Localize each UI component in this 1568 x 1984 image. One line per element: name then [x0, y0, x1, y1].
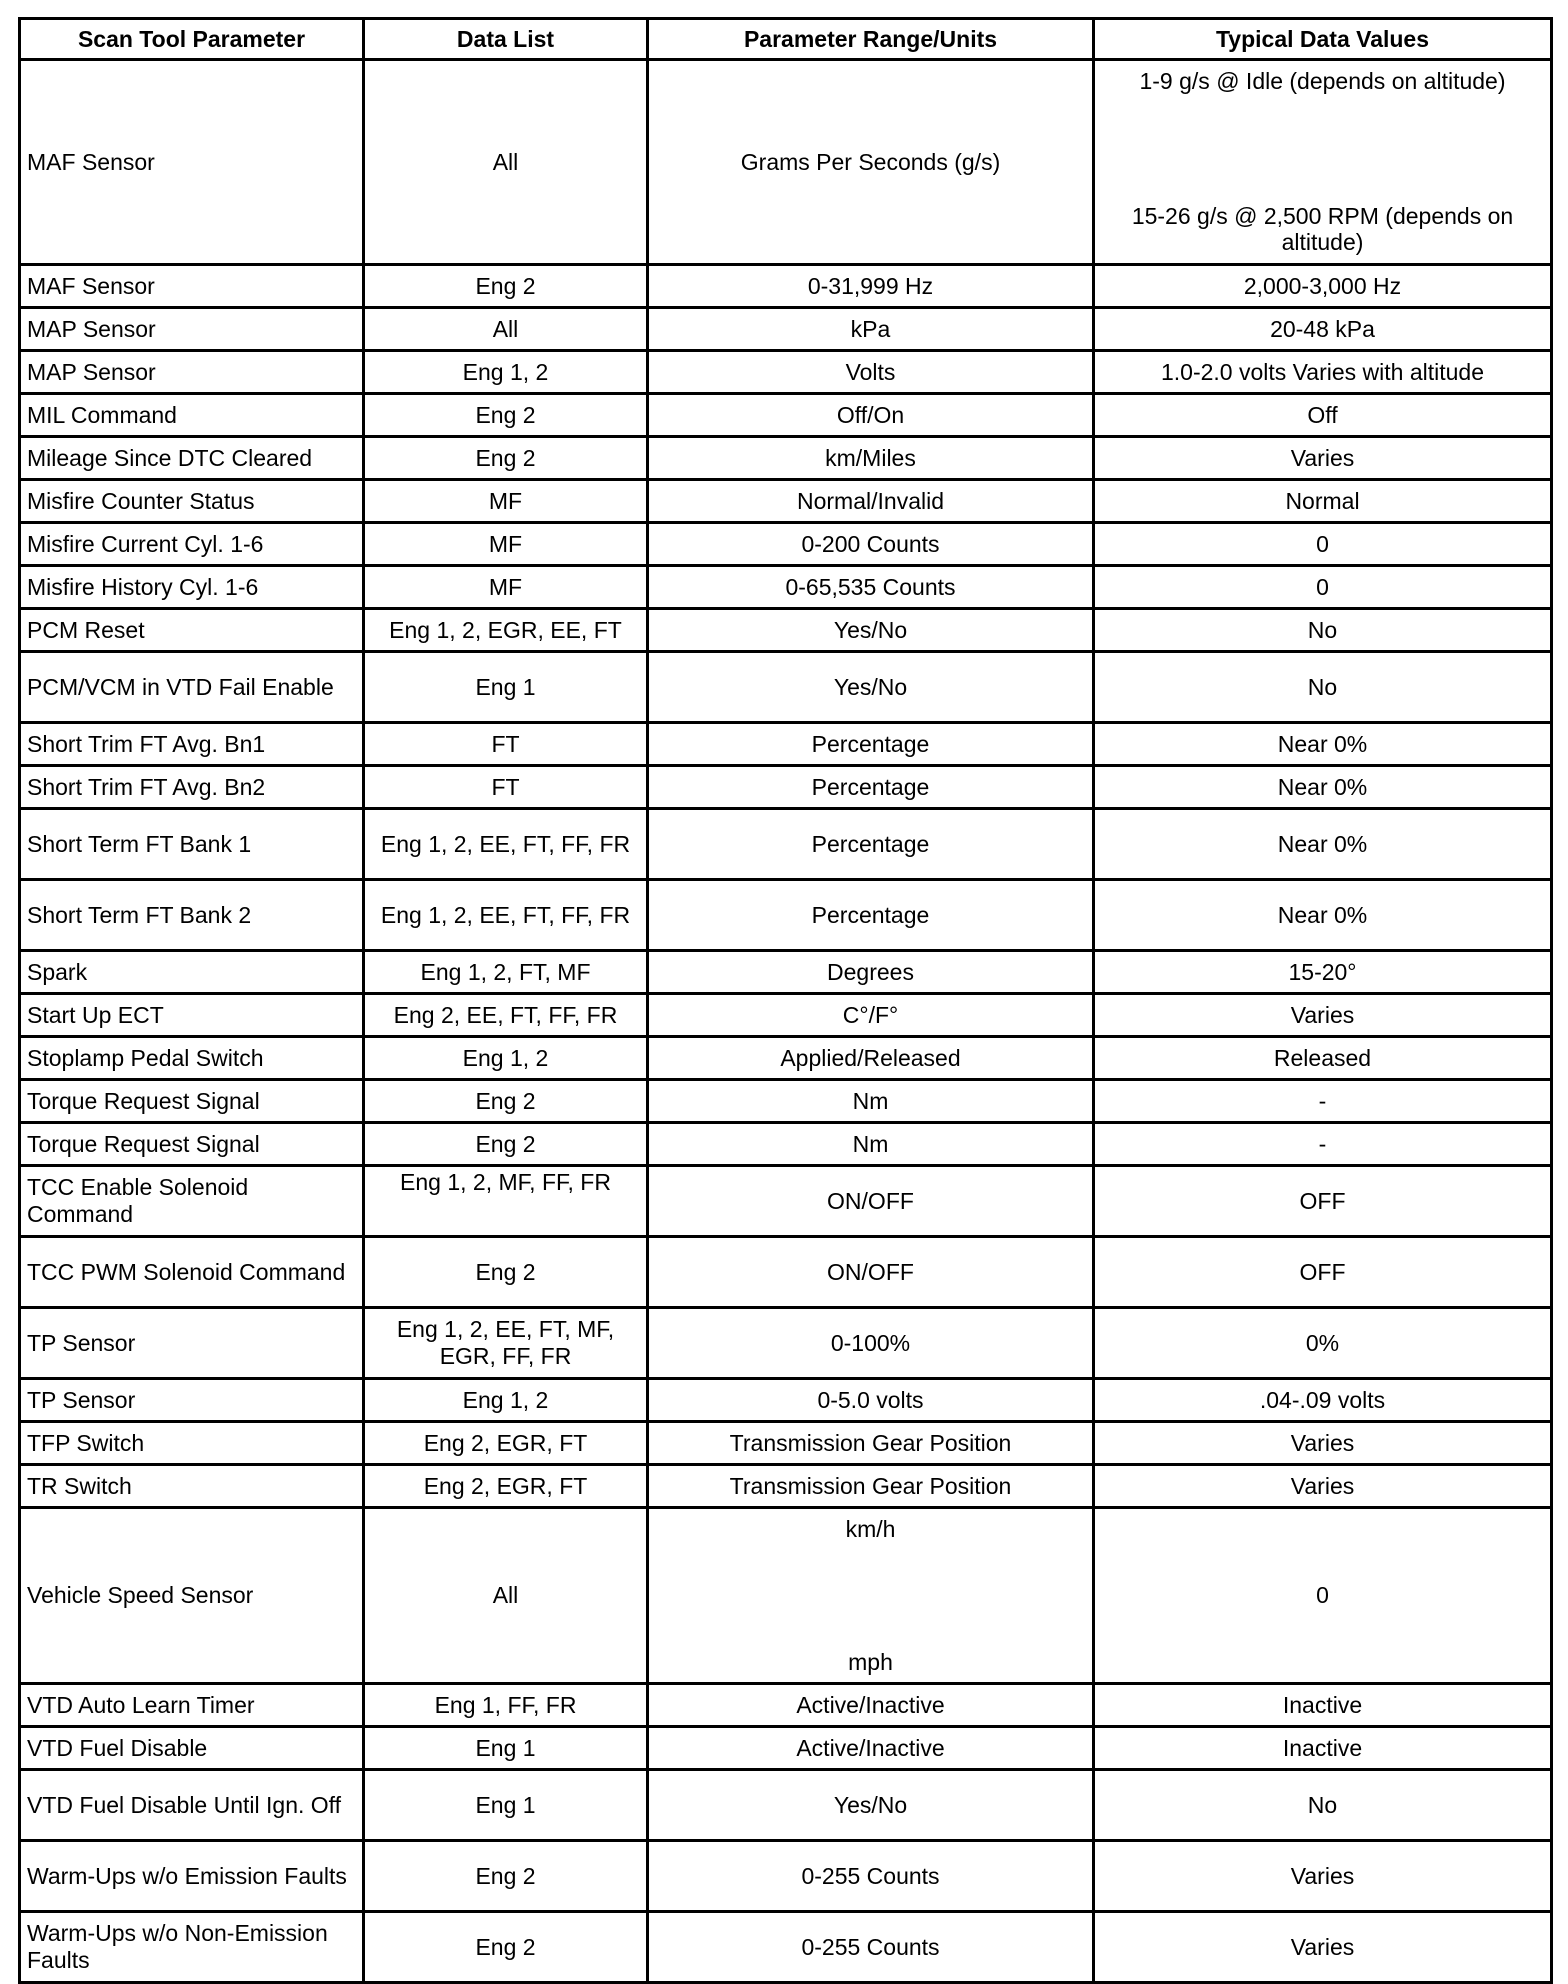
cell-typical: Near 0%	[1094, 880, 1552, 951]
cell-typical: Inactive	[1094, 1727, 1552, 1770]
cell-range: 0-255 Counts	[648, 1912, 1094, 1983]
cell-data-list: Eng 2	[364, 437, 648, 480]
table-header-row	[20, 19, 1552, 60]
cell-data-list: Eng 2	[364, 1841, 648, 1912]
cell-range: Applied/Released	[648, 1037, 1094, 1080]
cell-parameter: MAP Sensor	[20, 308, 364, 351]
cell-parameter: TR Switch	[20, 1465, 364, 1508]
cell-typical: No	[1094, 609, 1552, 652]
cell-typical: Near 0%	[1094, 723, 1552, 766]
cell-typical	[1094, 60, 1552, 265]
cell-range: kPa	[648, 308, 1094, 351]
cell-typical: Inactive	[1094, 1684, 1552, 1727]
cell-range: Nm	[648, 1123, 1094, 1166]
cell-data-list: All	[364, 1508, 648, 1684]
cell-parameter: Short Term FT Bank 1	[20, 809, 364, 880]
cell-range: 0-31,999 Hz	[648, 265, 1094, 308]
table-row	[20, 1123, 1552, 1166]
cell-data-list: Eng 1, 2	[364, 351, 648, 394]
cell-parameter: TP Sensor	[20, 1379, 364, 1422]
cell-data-list: All	[364, 60, 648, 265]
cell-range: 0-100%	[648, 1308, 1094, 1379]
cell-parameter: Mileage Since DTC Cleared	[20, 437, 364, 480]
cell-parameter: Torque Request Signal	[20, 1080, 364, 1123]
cell-typical: 1.0-2.0 volts Varies with altitude	[1094, 351, 1552, 394]
cell-data-list: Eng 1	[364, 652, 648, 723]
cell-typical: Near 0%	[1094, 809, 1552, 880]
cell-parameter: MAP Sensor	[20, 351, 364, 394]
cell-parameter: MAF Sensor	[20, 265, 364, 308]
cell-range: Active/Inactive	[648, 1684, 1094, 1727]
cell-typical: Released	[1094, 1037, 1552, 1080]
cell-data-list: Eng 1, 2, EE, FT, FF, FR	[364, 809, 648, 880]
header-parameter-range-units: Parameter Range/Units	[648, 19, 1094, 60]
cell-range: 0-255 Counts	[648, 1841, 1094, 1912]
cell-parameter: TCC Enable Solenoid Command	[20, 1166, 364, 1237]
cell-data-list: Eng 2	[364, 265, 648, 308]
table-row	[20, 1379, 1552, 1422]
cell-range: 0-65,535 Counts	[648, 566, 1094, 609]
cell-typical: OFF	[1094, 1166, 1552, 1237]
table-row	[20, 523, 1552, 566]
cell-typical: 15-20°	[1094, 951, 1552, 994]
table-row	[20, 880, 1552, 951]
cell-typical: Normal	[1094, 480, 1552, 523]
table-row	[20, 1308, 1552, 1379]
table-row	[20, 351, 1552, 394]
cell-data-list: All	[364, 308, 648, 351]
cell-parameter: Stoplamp Pedal Switch	[20, 1037, 364, 1080]
table-row	[20, 1465, 1552, 1508]
cell-typical: Varies	[1094, 437, 1552, 480]
table-row	[20, 1727, 1552, 1770]
table-row	[20, 1684, 1552, 1727]
document-page	[18, 17, 1550, 1984]
table-row	[20, 1237, 1552, 1308]
table-row	[20, 951, 1552, 994]
cell-range: Transmission Gear Position	[648, 1422, 1094, 1465]
cell-parameter: Short Trim FT Avg. Bn2	[20, 766, 364, 809]
cell-parameter: VTD Fuel Disable	[20, 1727, 364, 1770]
cell-typical: 0	[1094, 566, 1552, 609]
cell-data-list: Eng 1	[364, 1770, 648, 1841]
cell-parameter: Start Up ECT	[20, 994, 364, 1037]
cell-range: Volts	[648, 351, 1094, 394]
table-row	[20, 609, 1552, 652]
cell-data-list: MF	[364, 480, 648, 523]
cell-parameter: Warm-Ups w/o Non-Emission Faults	[20, 1912, 364, 1983]
cell-typical: -	[1094, 1080, 1552, 1123]
table-row	[20, 723, 1552, 766]
cell-typical: .04-.09 volts	[1094, 1379, 1552, 1422]
cell-data-list: Eng 1, 2, EE, FT, FF, FR	[364, 880, 648, 951]
cell-range: Active/Inactive	[648, 1727, 1094, 1770]
rows-tail-body	[20, 1684, 1552, 1983]
cell-parameter: MIL Command	[20, 394, 364, 437]
cell-range: Yes/No	[648, 1770, 1094, 1841]
cell-range: Yes/No	[648, 609, 1094, 652]
cell-range	[648, 1508, 1094, 1684]
cell-range: Percentage	[648, 809, 1094, 880]
cell-parameter: MAF Sensor	[20, 60, 364, 265]
cell-typical: Varies	[1094, 994, 1552, 1037]
cell-range: Yes/No	[648, 652, 1094, 723]
cell-typical: No	[1094, 1770, 1552, 1841]
cell-range: Transmission Gear Position	[648, 1465, 1094, 1508]
cell-data-list: Eng 1, 2	[364, 1379, 648, 1422]
cell-parameter: Short Term FT Bank 2	[20, 880, 364, 951]
cell-data-list: Eng 2, EE, FT, FF, FR	[364, 994, 648, 1037]
cell-range: C°/F°	[648, 994, 1094, 1037]
header-scan-tool-parameter: Scan Tool Parameter	[20, 19, 364, 60]
cell-range: Percentage	[648, 766, 1094, 809]
header-data-list: Data List	[364, 19, 648, 60]
cell-typical: 2,000-3,000 Hz	[1094, 265, 1552, 308]
cell-range: Normal/Invalid	[648, 480, 1094, 523]
cell-typical: Near 0%	[1094, 766, 1552, 809]
table-row	[20, 1422, 1552, 1465]
cell-parameter: Short Trim FT Avg. Bn1	[20, 723, 364, 766]
cell-data-list: Eng 1, 2, MF, FF, FR	[364, 1166, 648, 1237]
cell-typical: 0%	[1094, 1308, 1552, 1379]
cell-typical: Varies	[1094, 1422, 1552, 1465]
cell-data-list: Eng 2, EGR, FT	[364, 1465, 648, 1508]
range-mph: mph	[848, 1648, 893, 1675]
table-row	[20, 394, 1552, 437]
cell-parameter: Misfire History Cyl. 1-6	[20, 566, 364, 609]
cell-parameter: TFP Switch	[20, 1422, 364, 1465]
cell-typical: Off	[1094, 394, 1552, 437]
table-row	[20, 1770, 1552, 1841]
cell-data-list: MF	[364, 566, 648, 609]
cell-data-list: Eng 2	[364, 1912, 648, 1983]
table-row	[20, 1912, 1552, 1983]
cell-range: 0-5.0 volts	[648, 1379, 1094, 1422]
cell-typical: Varies	[1094, 1841, 1552, 1912]
rows-body	[20, 265, 1552, 1508]
cell-range: ON/OFF	[648, 1166, 1094, 1237]
cell-range: 0-200 Counts	[648, 523, 1094, 566]
cell-range: Grams Per Seconds (g/s)	[648, 60, 1094, 265]
cell-data-list: Eng 2	[364, 1237, 648, 1308]
header-typical-data-values: Typical Data Values	[1094, 19, 1552, 60]
cell-data-list: Eng 1, FF, FR	[364, 1684, 648, 1727]
typical-idle-value: 1-9 g/s @ Idle (depends on altitude)	[1139, 68, 1506, 94]
cell-parameter: TCC PWM Solenoid Command	[20, 1237, 364, 1308]
cell-parameter: TP Sensor	[20, 1308, 364, 1379]
cell-parameter: Torque Request Signal	[20, 1123, 364, 1166]
cell-data-list: MF	[364, 523, 648, 566]
cell-typical: Varies	[1094, 1465, 1552, 1508]
cell-typical: No	[1094, 652, 1552, 723]
cell-data-list: Eng 1, 2, EGR, EE, FT	[364, 609, 648, 652]
cell-typical: Varies	[1094, 1912, 1552, 1983]
cell-parameter: VTD Auto Learn Timer	[20, 1684, 364, 1727]
cell-parameter: Vehicle Speed Sensor	[20, 1508, 364, 1684]
cell-parameter: Spark	[20, 951, 364, 994]
cell-range: Off/On	[648, 394, 1094, 437]
cell-typical: -	[1094, 1123, 1552, 1166]
cell-parameter: PCM Reset	[20, 609, 364, 652]
table-row	[20, 308, 1552, 351]
table-row	[20, 994, 1552, 1037]
cell-data-list: Eng 2	[364, 394, 648, 437]
cell-data-list: Eng 1	[364, 1727, 648, 1770]
table-row	[20, 566, 1552, 609]
table-row	[20, 766, 1552, 809]
cell-parameter: Misfire Counter Status	[20, 480, 364, 523]
table-row	[20, 1080, 1552, 1123]
table-row	[20, 1166, 1552, 1237]
cell-data-list: Eng 2	[364, 1080, 648, 1123]
cell-range: Nm	[648, 1080, 1094, 1123]
cell-data-list: FT	[364, 723, 648, 766]
cell-data-list: Eng 1, 2, FT, MF	[364, 951, 648, 994]
table-row	[20, 1037, 1552, 1080]
cell-range: ON/OFF	[648, 1237, 1094, 1308]
cell-parameter: Misfire Current Cyl. 1-6	[20, 523, 364, 566]
cell-parameter: PCM/VCM in VTD Fail Enable	[20, 652, 364, 723]
table-row	[20, 437, 1552, 480]
cell-typical: 0	[1094, 1508, 1552, 1684]
cell-data-list: Eng 2, EGR, FT	[364, 1422, 648, 1465]
cell-typical: 0	[1094, 523, 1552, 566]
cell-parameter: VTD Fuel Disable Until Ign. Off	[20, 1770, 364, 1841]
cell-range: Degrees	[648, 951, 1094, 994]
table-row	[20, 1508, 1552, 1684]
cell-range: Percentage	[648, 880, 1094, 951]
range-kmh: km/h	[845, 1515, 896, 1542]
typical-rpm-value: 15-26 g/s @ 2,500 RPM (depends on altitude)	[1131, 202, 1514, 256]
table-row	[20, 1841, 1552, 1912]
table-row	[20, 480, 1552, 523]
table-row	[20, 265, 1552, 308]
table-row	[20, 60, 1552, 265]
cell-data-list: Eng 1, 2	[364, 1037, 648, 1080]
scan-tool-data-table	[18, 17, 1553, 1984]
table-row	[20, 652, 1552, 723]
cell-data-list: Eng 2	[364, 1123, 648, 1166]
cell-parameter: Warm-Ups w/o Emission Faults	[20, 1841, 364, 1912]
cell-data-list: Eng 1, 2, EE, FT, MF, EGR, FF, FR	[364, 1308, 648, 1379]
cell-typical: 20-48 kPa	[1094, 308, 1552, 351]
cell-data-list: FT	[364, 766, 648, 809]
table-row	[20, 809, 1552, 880]
cell-range: km/Miles	[648, 437, 1094, 480]
cell-range: Percentage	[648, 723, 1094, 766]
cell-typical: OFF	[1094, 1237, 1552, 1308]
